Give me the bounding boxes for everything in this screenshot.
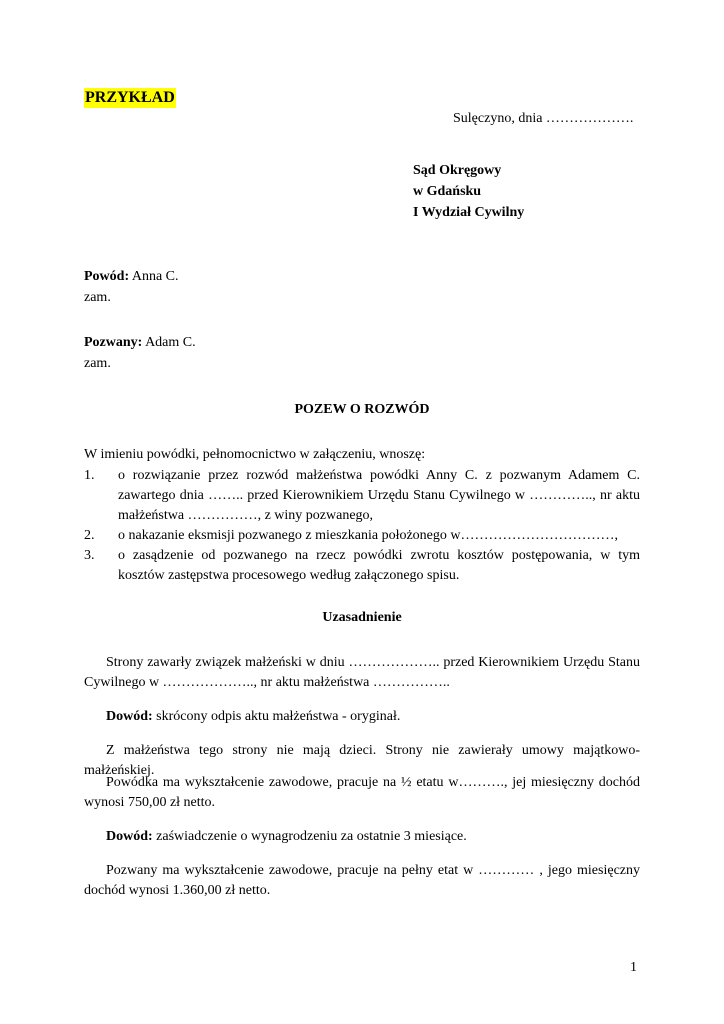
justification-heading: Uzasadnienie: [322, 610, 402, 625]
court-city: w Gdańsku: [413, 184, 482, 199]
plaintiff-address: zam.: [84, 290, 111, 305]
evidence-2: [106, 827, 467, 847]
evidence-text: skrócony odpis aktu małżeństwa - oryginał.: [152, 709, 401, 724]
list-item-text: o zasądzenie od pozwanego na rzecz powódki zwrotu kosztów postępowania, w tym kosztów zastępstwa procesowego według załączonego spisu.: [118, 548, 640, 583]
plaintiff-block: [84, 266, 179, 308]
plaintiff-name: Anna C.: [131, 269, 179, 284]
defendant-address: zam.: [84, 356, 111, 371]
paragraph-defendant-income: Pozwany ma wykształcenie zawodowe, pracuje na pełny etat w ………… , jego miesięczny dochód wynosi 1.360,00 zł netto.: [84, 863, 640, 898]
defendant-block: [84, 332, 196, 374]
list-item: [84, 546, 640, 586]
list-item-number: 1.: [84, 468, 95, 483]
evidence-1: [106, 707, 400, 727]
court-address: [413, 160, 524, 223]
place-date: Sulęczyno, dnia ……………….: [453, 111, 634, 126]
sample-stamp: PRZYKŁAD: [85, 89, 175, 106]
requests-list: [84, 466, 640, 586]
paragraph-marriage: Strony zawarły związek małżeński w dniu ……………….. przed Kierownikiem Urzędu Stanu Cywilnego w ……………….., nr aktu małżeństwa ……………..: [84, 655, 640, 690]
court-department: I Wydział Cywilny: [413, 205, 525, 220]
document-title: POZEW O ROZWÓD: [294, 402, 430, 417]
list-item-text: o nakazanie eksmisji pozwanego z mieszkania położonego w……………………………,: [118, 528, 618, 543]
list-item-number: 2.: [84, 528, 95, 543]
paragraph-children: Z małżeństwa tego strony nie mają dzieci. Strony nie zawierały umowy majątkowo-małżeńskiej.: [84, 743, 640, 778]
list-item: [84, 466, 640, 526]
list-item-text: o rozwiązanie przez rozwód małżeństwa powódki Anny C. z pozwanym Adamem C. zawartego dnia …….. przed Kierownikiem Urzędu Stanu Cywilnego w ………….., nr aktu małżeństwa ……………, z winy pozwanego,: [118, 468, 640, 523]
evidence-label: Dowód:: [106, 829, 153, 844]
list-item-number: 3.: [84, 548, 95, 563]
page-number: 1: [630, 960, 637, 975]
plaintiff-label: Powód:: [84, 269, 130, 284]
defendant-label: Pozwany:: [84, 335, 143, 350]
defendant-name: Adam C.: [145, 335, 196, 350]
evidence-label: Dowód:: [106, 709, 153, 724]
evidence-text: zaświadczenie o wynagrodzeniu za ostatnie 3 miesiące.: [152, 829, 467, 844]
paragraph-plaintiff-income: Powódka ma wykształcenie zawodowe, pracuje na ½ etatu w………., jej miesięczny dochód wynosi 750,00 zł netto.: [84, 775, 640, 810]
list-item: [84, 526, 640, 546]
intro-text: W imieniu powódki, pełnomocnictwo w załączeniu, wnoszę:: [84, 447, 426, 462]
court-name: Sąd Okręgowy: [413, 163, 502, 178]
